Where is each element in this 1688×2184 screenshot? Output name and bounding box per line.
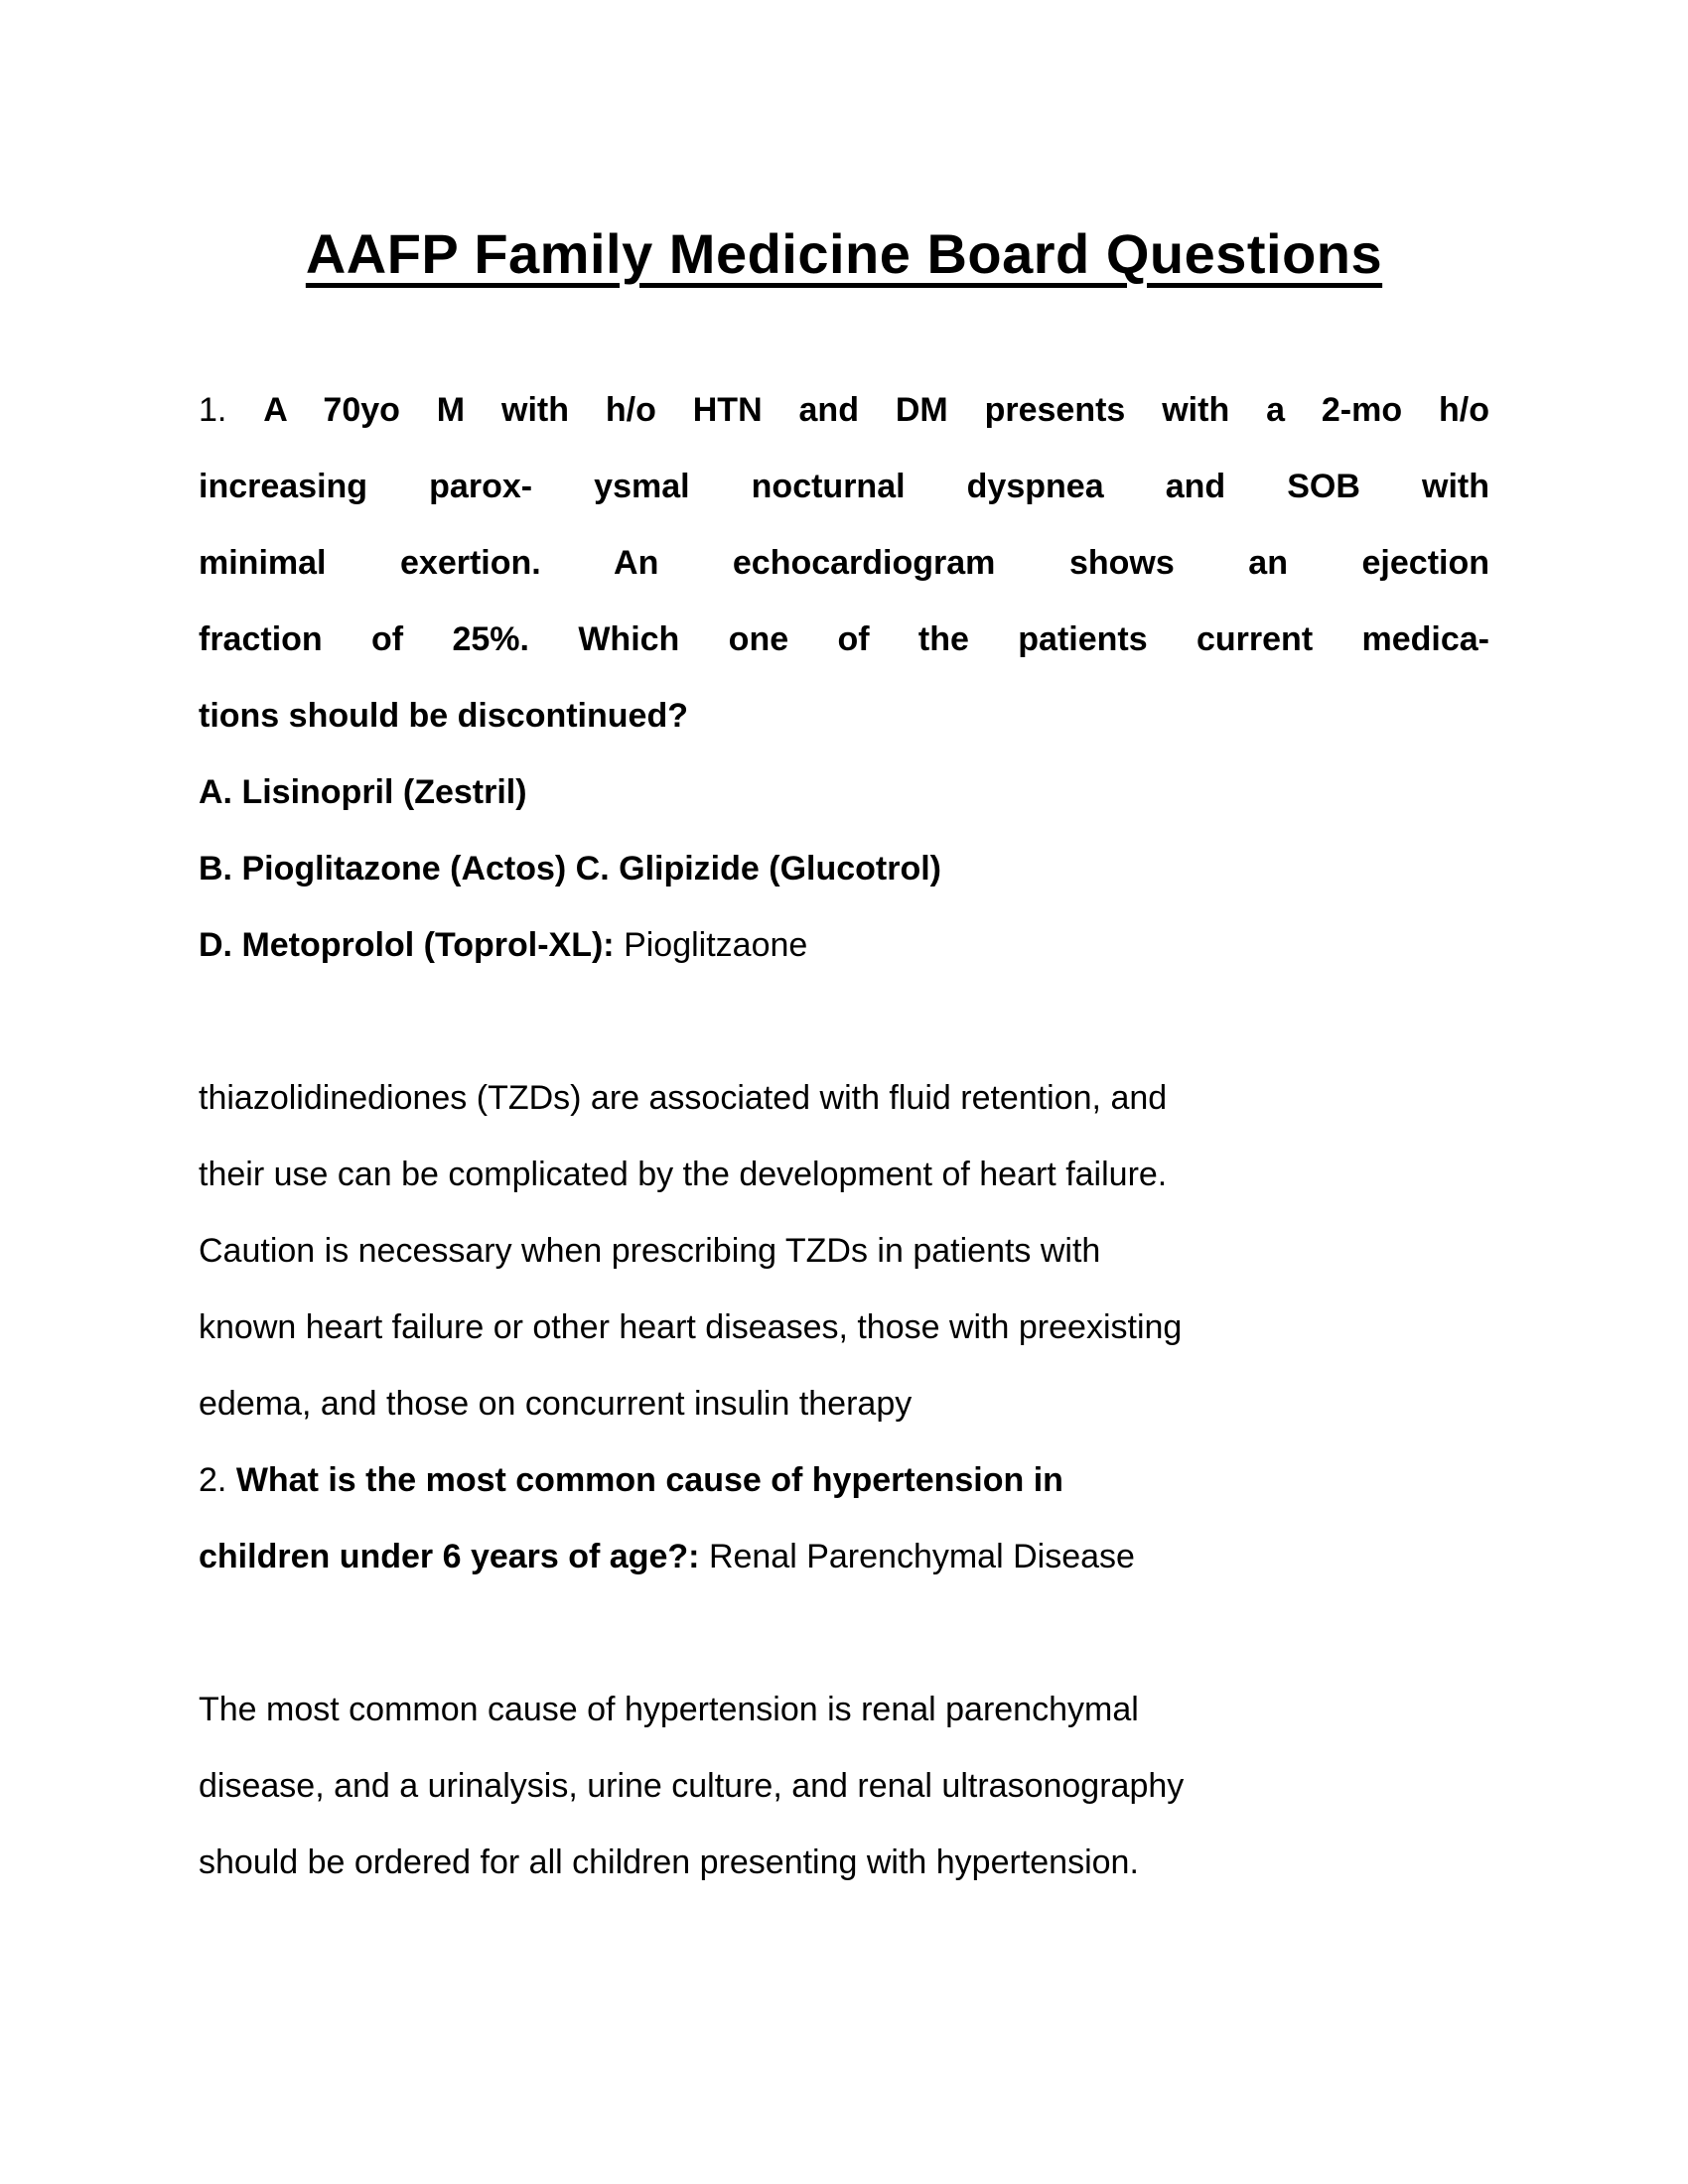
question-1-explanation-line-1: thiazolidinediones (TZDs) are associated with fluid retention, and <box>199 1079 1168 1118</box>
blank-line <box>199 984 1489 1060</box>
question-2-explanation <box>199 1672 1489 1901</box>
question-1-line-1 <box>199 372 1489 449</box>
question-1-block <box>199 372 1489 984</box>
question-1-answer: Pioglitzaone <box>624 926 808 965</box>
blank-line <box>199 1595 1489 1672</box>
question-2-explanation-line-3: should be ordered for all children presenting with hypertension. <box>199 1843 1139 1882</box>
question-1-option-d-label: D. Metoprolol (Toprol-XL): <box>199 926 615 965</box>
question-1-explanation-line-2: their use can be complicated by the development of heart failure. <box>199 1156 1168 1194</box>
question-1-option-bc: B. Pioglitazone (Actos) C. Glipizide (Glucotrol) <box>199 850 941 888</box>
question-1-option-a: A. Lisinopril (Zestril) <box>199 773 527 812</box>
question-2-line-2-text: children under 6 years of age?: <box>199 1538 700 1576</box>
question-2-explanation-line-2: disease, and a urinalysis, urine culture, and renal ultrasonography <box>199 1767 1185 1806</box>
page-title: AAFP Family Medicine Board Questions <box>305 222 1383 285</box>
question-2-explanation-line-1: The most common cause of hypertension is renal parenchymal <box>199 1691 1139 1729</box>
question-2-number: 2. <box>199 1461 227 1500</box>
question-2-line-1-text: What is the most common cause of hypertension in <box>235 1461 1063 1500</box>
question-1-explanation-line-3: Caution is necessary when prescribing TZDs in patients with <box>199 1232 1101 1271</box>
question-1-line-4: fraction of 25%. Which one of the patients current medica- <box>199 620 1489 659</box>
question-1-explanation-line-5: edema, and those on concurrent insulin therapy <box>199 1385 913 1424</box>
question-1-line-5: tions should be discontinued? <box>199 697 688 736</box>
question-2-answer: Renal Parenchymal Disease <box>708 1538 1135 1576</box>
question-1-explanation <box>199 1060 1489 1442</box>
question-1-line-1-text: A 70yo M with h/o HTN and DM presents with a 2-mo h/o <box>263 391 1489 430</box>
question-2-block <box>199 1442 1489 1595</box>
question-1-number: 1. <box>199 391 227 430</box>
question-1-option-d <box>199 907 1489 984</box>
question-1-line-2: increasing parox- ysmal nocturnal dyspnea and SOB with <box>199 468 1489 506</box>
question-1-explanation-line-4: known heart failure or other heart diseases, those with preexisting <box>199 1308 1183 1347</box>
question-2-line-2 <box>199 1519 1489 1595</box>
question-1-line-3: minimal exertion. An echocardiogram shows an ejection <box>199 544 1489 583</box>
question-2-line-1 <box>199 1442 1489 1519</box>
